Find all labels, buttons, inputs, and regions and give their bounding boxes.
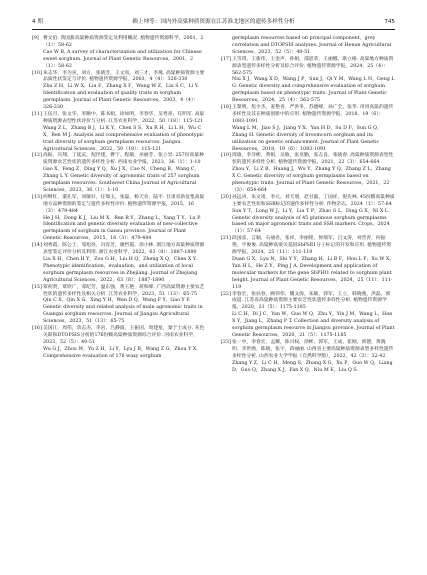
reference-number xyxy=(221,126,232,154)
reference-number xyxy=(221,312,232,340)
reference-translation xyxy=(32,298,206,326)
issue-number: 4 期 xyxy=(32,19,43,25)
reference-number: [15] xyxy=(32,284,42,290)
reference-text: 高振，冯翔，丁延庆，倪世建，曹宁，程敏，巫丽芳，张立异. 257份高粱种质资源农艺性状的遗传多样性分析. 西南农业学报，2023，36（1）：1-10 xyxy=(43,153,204,166)
reference-text: 李春宏，张扶春，顾伟伟，魏文海，朱敏，郭军，王立，韩晓燕，洪磊，郭成道. 江苏省高粱种质资源主要农艺性状遗传多样性分析. 植物遗传资源学报，2020，21（5）：1175-1185 xyxy=(232,291,391,311)
reference-number: [11] xyxy=(32,111,42,117)
reference-text: 张一中，李春宏，孟耀，陈兴权，徐彬，郭军，王成，崔刚，郭德，黄晓明，李世勋，陈晓，张宇，蒋丽丽. 山西省主要高粱种质资源表型多样性遗传多样性分析. 山西农业大学学报（自然科学版），2022，42（3）：32-42 xyxy=(232,339,394,359)
reference-entry xyxy=(32,36,206,50)
header-rule xyxy=(32,29,395,30)
reference-text: He J H，Dong K J，Liu M X，Ren R Y，Zhang L，Yang T Y，Lu P. Identification and genetic diversity evaluation of new-collective germplasm of sorghum in Gansu province. Journal of Plant Genetic Resources，2015，16（3）：479-484 xyxy=(43,215,201,242)
reference-translation xyxy=(221,167,395,195)
reference-entry xyxy=(32,195,206,216)
reference-text: Zhu Z H，Li W X，Liu F，Zhang X F，Wang W Z，Liu S C，Li Y. Identification and evaluation of quality traits in sorghum germplasm. Journal of Plant Genetic Resources，2003，4（4）：326-330 xyxy=(43,84,199,111)
reference-number xyxy=(32,50,43,71)
reference-entry xyxy=(32,243,206,257)
reference-number: [12] xyxy=(32,153,42,159)
reference-text: Cao W B. A survey of characterization and utilization for Chinese sweet sorghum. Journal of Plant Genetic Resources，2001，2（1）：58-62 xyxy=(43,49,202,69)
reference-text: 曹文伯. 我国甜高粱种质资源鉴定及利用概况. 植物遗传资源科学，2001，2（1）：58-62 xyxy=(43,36,204,48)
reference-number xyxy=(32,257,43,285)
reference-number: [22] xyxy=(221,291,231,297)
reference-text: Wu G J，Zhou W，Yu Z H，Li Y，Lyu J B，Wang Z G，Zhou Y X. Comprehensive evaluation of 176 waxy sorghum xyxy=(43,346,198,359)
reference-translation xyxy=(221,257,395,292)
reference-translation xyxy=(32,84,206,112)
reference-entry xyxy=(32,153,206,167)
reference-number xyxy=(32,126,43,154)
reference-number xyxy=(221,36,232,57)
reference-text: Zhang Y Z，Li C H，Meng S，Zhang X G，Xu P，Guo W Q，Liang D，Guo Q，Zhang X J，Fan X Q，Niu M E，Liu Q S. xyxy=(232,360,393,373)
reference-entry xyxy=(32,112,206,126)
reference-entry xyxy=(32,71,206,85)
reference-text: Liu X H，Chen H Y，Zou G H，Liu H Q，Zheng X Q，Chen X Y. Phenotypic identification，evaluation，and utilization of local sorghum germplasm resources in Zhejiang. Journal of Zhejiang Agricultural Sciences，2022，63（8）：1887-1890 xyxy=(43,257,198,283)
reference-number: [10] xyxy=(32,70,42,76)
reference-entry xyxy=(221,195,395,209)
reference-text: germplasm resources based on principal component，grey correlation and DTOPSIS analyses. Journal of Henan Agricultural Sciences，2023，52（5）：40-51 xyxy=(232,36,392,55)
reference-translation xyxy=(32,347,206,361)
reference-entry xyxy=(32,285,206,299)
reference-text: 刘秀霞，陈公士，邹旭亮，冯容芳，谢哲霞，徐小林. 浙江地方高粱种质资源表型鉴定评价分析及利用. 浙江农业科学，2022，63（8）：1887-1890 xyxy=(43,243,205,256)
reference-number: [18] xyxy=(221,105,231,111)
reference-text: 覃初贤，覃欣广，邓纪芳，温东强，黄玉艳，蒋和峰. 广西高粱资源主要农艺性状的遗传多样性及相关分析. 江苏农业科学，2023，51（13）：65-75 xyxy=(43,284,205,297)
reference-number xyxy=(221,257,232,292)
reference-text: Zhou Y，Li Z B，Huang J，Wu Y，Zhang Y Q，Zhang Z L，Zhang X C. Genetic diversity of sorghum germplasms based on phenotypic traits. Journal of Plant Genetic Resources，2021，22（3）：654-664 xyxy=(232,167,391,193)
reference-number xyxy=(32,84,43,112)
references-left-column xyxy=(32,36,206,361)
reference-number: [14] xyxy=(32,243,42,249)
reference-text: Sun Y T，Long W J，Li Y，Liu T P，Zhao G L，Ding G X，Ni X L. Genetic diversity analysis of 45 glutinous sorghum germplasms based on major agronomic traits and SSR markers. Crops，2024（1）：57-64 xyxy=(232,208,390,235)
reference-text: 王黎明，焦少杰，姜艳喜，严洪冬，苏德峰，孙广全，张华. 帚用高粱的遗传多样性及其在种质创新中的应用. 植物遗传资源学报，2018，19（6）：1083-1091 xyxy=(232,105,394,124)
reference-entry xyxy=(32,326,206,347)
reference-text: Wang L M，Jiao S J，Jiang Y X，Yan H D，Su D F，Sun G Q，Zhang H. Genetic diversity of broomcorn sorghum and its utilization on genetic enhancement. Journal of Plant Genetic Resources，2018，19（6）：1083-1091 xyxy=(232,125,382,152)
reference-number: [21] xyxy=(221,236,231,242)
reference-number: [9] xyxy=(32,36,39,41)
reference-translation xyxy=(32,126,206,154)
reference-entry xyxy=(221,292,395,313)
reference-translation xyxy=(221,312,395,340)
reference-number: [16] xyxy=(32,326,42,332)
reference-translation xyxy=(32,50,206,71)
reference-translation xyxy=(221,77,395,105)
reference-translation xyxy=(221,36,395,57)
reference-text: 王伍月，张文华，李顺中，陈书娟，徐如明，李春华，吴秀喜，任明军. 高粱种质资源表型性状评价与分析. 江苏农业科学，2022，50（18）：115-121 xyxy=(43,111,205,124)
reference-text: Qin C X，Qin X G，Xing Y H，Wen D Q，Wang F Y，Gao Y F. Genetic diversity and related analysis of main agronomic traits in Guangxi sorghum resources. Journal of Jiangsu Agricultural Sciences，2023，51（13）：65-75 xyxy=(43,298,203,325)
reference-number: [17] xyxy=(221,56,231,62)
reference-number xyxy=(221,167,232,195)
reference-text: Gao X，Feng Z，Ding Y Q，Xu J X，Cao N，Cheng B，Wang C，Zhang L Y. Genetic diversity of agronomic traits of 257 sorghum germplasm resources. Southwest China Journal of Agricultural Sciences，2023，36（1）：1-10 xyxy=(43,167,200,193)
running-title: 赖上坤等：国内外高粱种质资源在江苏淮北地区的遗传多样性分析 xyxy=(132,19,295,25)
reference-text: 朱志华，李为喜，刘方，张晓芳，王文真，刘三才，李燕. 高粱种质资源主要品质性状鉴定与评价. 植物遗传资源学报，2003，4（4）：326-330 xyxy=(43,70,205,83)
reference-translation xyxy=(32,257,206,285)
reference-translation xyxy=(221,209,395,237)
reference-text: 孙远涛，朱文靖，李元，刘天朋，赵甘露，丁国祥，倪先林. 45份糯高粱种质主要农艺性状和SSR标记的遗传多样性分析. 作物杂志，2024（1）：57-64 xyxy=(232,194,395,207)
reference-entry xyxy=(221,153,395,167)
page-number: 745 xyxy=(384,19,395,25)
reference-entry xyxy=(221,236,395,257)
reference-translation xyxy=(221,126,395,154)
reference-text: Li C H，Di J C，Yan W，Guo W Q，Zhu Y，Yin J M，Wang L，Han X Y，Jiang L，Zhang P T. Collection and diversity analysis of sorghum germplasm resource in Jiangsu province. Journal of Plant Genetic Resources，2020，21（5）：1175-1185 xyxy=(232,312,395,338)
reference-number: [23] xyxy=(221,339,231,345)
reference-number xyxy=(32,167,43,195)
reference-text: Niu X J，Wang X D，Wang J P，Sun J，Qi Y M，Wang L N，Geng L G. Genetic diversity and comprehensive evaluation of sorghum germplasm based on phenotypic traits. Journal of Plant Genetic Resources，2024，25（4）：562-575 xyxy=(232,77,395,104)
reference-number: [19] xyxy=(221,153,231,159)
reference-text: 吴国江，周伟，余志杰，李岩，吕静波，王振国，周建星，秦于士成分. 灰色关联和DTOPSIS分析的176份糯高粱种质资源综合评价. 河南农业科学，2023，52（5）：40-51 xyxy=(43,326,205,345)
reference-translation xyxy=(32,167,206,195)
references-right-column xyxy=(221,36,395,374)
reference-number xyxy=(221,209,232,237)
reference-number xyxy=(32,298,43,326)
reference-text: 段国彦，言颖，石丽君，张祥，李丽铭，侯瑞军，吕文涛，刘晋青，何振艳，平俊俊. 高粱种高梁关基因SbPHI1分子标记的开发和应用. 植物遗传资源学报，2024，25（11）：111-119 xyxy=(232,236,392,256)
reference-number: [13] xyxy=(32,194,42,200)
reference-text: Duan G X，Lyu N，Shi Y Y，Zhang H，Li B F，Hou L F，Xu W X，Yan H L，He Z Y，Ping J A. Development and application of molecular markers for the gene SbPHI1 related to sorghum plant height. Journal of Plant Genetic Resources，2024，25（11）：111-119 xyxy=(232,257,395,290)
reference-number xyxy=(32,216,43,244)
reference-text: 何继红，董孔军，刘敏轩，任瑞玉，张磊，杨天育，陆平. 甘肃省新征集高粱地方品种资源的鉴定与遗传多样性评价. 植物遗传资源学报，2015，16（3）：479-484 xyxy=(43,194,205,214)
reference-translation xyxy=(221,361,395,375)
reference-text: Wang Z L，Zhang B J，Li K Y，Chen S S，Xu R H，Li L H，Wu C X，Ren M J. Analysis and comprehensive evaluation of phenotypic trait diversity of sorghum germplasm resources. Jiangsu Agricultural Sciences，2022，50（18）：115-121 xyxy=(43,125,204,152)
reference-number xyxy=(221,77,232,105)
running-header xyxy=(32,16,395,28)
reference-text: 周瑜，李洋彬，黄娟，吴敏，张亚勤，张志良，张晓春. 高粱种质资源表型性状的遗传多样性分析. 植物遗传资源学报，2021，22（3）：654-664 xyxy=(232,153,394,166)
reference-entry xyxy=(221,57,395,78)
reference-text: 王雪琪，王新伟，王金声，孙娟，邵恩荣，王丽娜，耿立格. 高粱地方种质资源表型遗传多样性分析及综合评价. 植物遗传资源学报，2024，25（4）：562-575 xyxy=(232,56,394,76)
reference-number: [20] xyxy=(221,194,231,200)
reference-entry xyxy=(221,340,395,361)
reference-number xyxy=(32,347,43,361)
reference-translation xyxy=(32,216,206,244)
reference-entry xyxy=(221,105,395,126)
reference-number xyxy=(221,361,232,375)
